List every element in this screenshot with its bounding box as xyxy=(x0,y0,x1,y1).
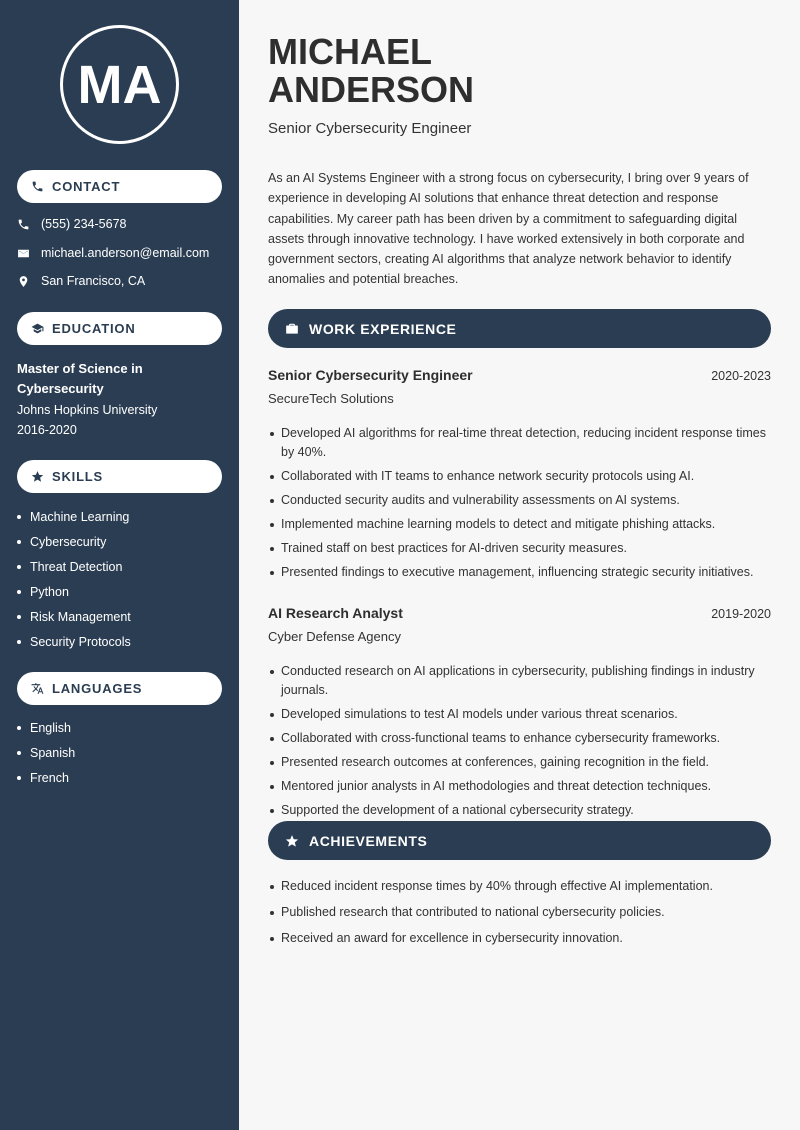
monogram-avatar: MA xyxy=(60,25,179,144)
envelope-icon xyxy=(17,247,30,260)
list-item: English xyxy=(17,715,75,740)
list-item: Presented findings to executive management, influencing strategic security initiatives. xyxy=(270,563,771,582)
education-heading xyxy=(17,312,222,345)
job-company: Cyber Defense Agency xyxy=(268,629,401,644)
map-pin-icon xyxy=(17,275,30,288)
profile-summary: As an AI Systems Engineer with a strong focus on cybersecurity, I bring over 9 years of experience in developing AI solutions that enhance threat detection and response capabilities. My career path has been driven by a commitment to safeguarding digital assets through innovative technology. I have worked extensively in both corporate and government sectors, creating AI algorithms that analyze network behavior to identify anomalies and potential breaches. xyxy=(268,171,749,287)
briefcase-icon xyxy=(285,322,299,336)
list-item: Machine Learning xyxy=(17,504,131,529)
list-item: Threat Detection xyxy=(17,554,131,579)
job-bullets xyxy=(270,662,771,825)
work-experience-heading xyxy=(268,309,771,348)
list-item: Conducted research on AI applications in cybersecurity, publishing findings in industry journals. xyxy=(270,662,771,700)
job-dates: 2020-2023 xyxy=(711,369,771,383)
education-degree: Master of Science in Cybersecurity xyxy=(17,361,143,396)
phone-icon xyxy=(31,180,44,193)
list-item: Developed AI algorithms for real-time threat detection, reducing incident response times by 40%. xyxy=(270,424,771,462)
list-item: Mentored junior analysts in AI methodologies and threat detection techniques. xyxy=(270,777,771,796)
list-item: Collaborated with cross-functional teams to enhance cybersecurity frameworks. xyxy=(270,729,771,748)
list-item: French xyxy=(17,765,75,790)
list-item: Received an award for excellence in cybersecurity innovation. xyxy=(270,929,771,948)
list-item: Presented research outcomes at conferences, gaining recognition in the field. xyxy=(270,753,771,772)
languages-list xyxy=(17,715,75,790)
education-years: 2016-2020 xyxy=(17,423,77,437)
contact-phone[interactable] xyxy=(17,217,126,231)
skills-list xyxy=(17,504,131,654)
candidate-title: Senior Cybersecurity Engineer xyxy=(268,120,472,137)
list-item: Collaborated with IT teams to enhance network security protocols using AI. xyxy=(270,467,771,486)
phone-text: (555) 234-5678 xyxy=(41,217,127,231)
job-header xyxy=(268,605,771,621)
languages-heading xyxy=(17,672,222,705)
job-role: Senior Cybersecurity Engineer xyxy=(268,367,473,383)
skills-heading xyxy=(17,460,222,493)
contact-heading-label: CONTACT xyxy=(52,179,121,194)
list-item: Security Protocols xyxy=(17,629,131,654)
first-name: MICHAEL xyxy=(268,31,432,72)
job-role: AI Research Analyst xyxy=(268,605,403,621)
list-item: Spanish xyxy=(17,740,75,765)
graduation-cap-icon xyxy=(31,322,44,335)
skills-heading-label: SKILLS xyxy=(52,469,104,484)
list-item: Conducted security audits and vulnerability assessments on AI systems. xyxy=(270,491,771,510)
achievements-heading xyxy=(268,821,771,860)
list-item: Reduced incident response times by 40% through effective AI implementation. xyxy=(270,877,771,896)
list-item: Risk Management xyxy=(17,604,131,629)
email-text: michael.anderson@email.com xyxy=(41,246,210,260)
list-item: Supported the development of a national cybersecurity strategy. xyxy=(270,801,771,820)
candidate-name xyxy=(268,33,474,109)
star-icon xyxy=(285,834,299,848)
translate-icon xyxy=(31,682,44,695)
list-item: Implemented machine learning models to detect and mitigate phishing attacks. xyxy=(270,515,771,534)
work-experience-heading-label: WORK EXPERIENCE xyxy=(309,320,457,337)
phone-icon xyxy=(17,218,30,231)
contact-email[interactable] xyxy=(17,246,209,260)
education-school: Johns Hopkins University xyxy=(17,403,158,417)
list-item: Cybersecurity xyxy=(17,529,131,554)
achievements-list xyxy=(270,877,771,955)
star-icon xyxy=(31,470,44,483)
contact-heading xyxy=(17,170,222,203)
location-text: San Francisco, CA xyxy=(41,274,146,288)
list-item: Developed simulations to test AI models under various threat scenarios. xyxy=(270,705,771,724)
list-item: Python xyxy=(17,579,131,604)
sidebar xyxy=(0,0,239,1130)
job-header xyxy=(268,367,771,383)
last-name: ANDERSON xyxy=(268,69,475,110)
education-heading-label: EDUCATION xyxy=(52,321,136,336)
achievements-heading-label: ACHIEVEMENTS xyxy=(309,832,428,849)
languages-heading-label: LANGUAGES xyxy=(52,681,143,696)
job-bullets xyxy=(270,424,771,587)
job-dates: 2019-2020 xyxy=(711,607,771,621)
list-item: Trained staff on best practices for AI-driven security measures. xyxy=(270,539,771,558)
job-company: SecureTech Solutions xyxy=(268,391,394,406)
contact-location xyxy=(17,274,145,288)
list-item: Published research that contributed to national cybersecurity policies. xyxy=(270,903,771,922)
